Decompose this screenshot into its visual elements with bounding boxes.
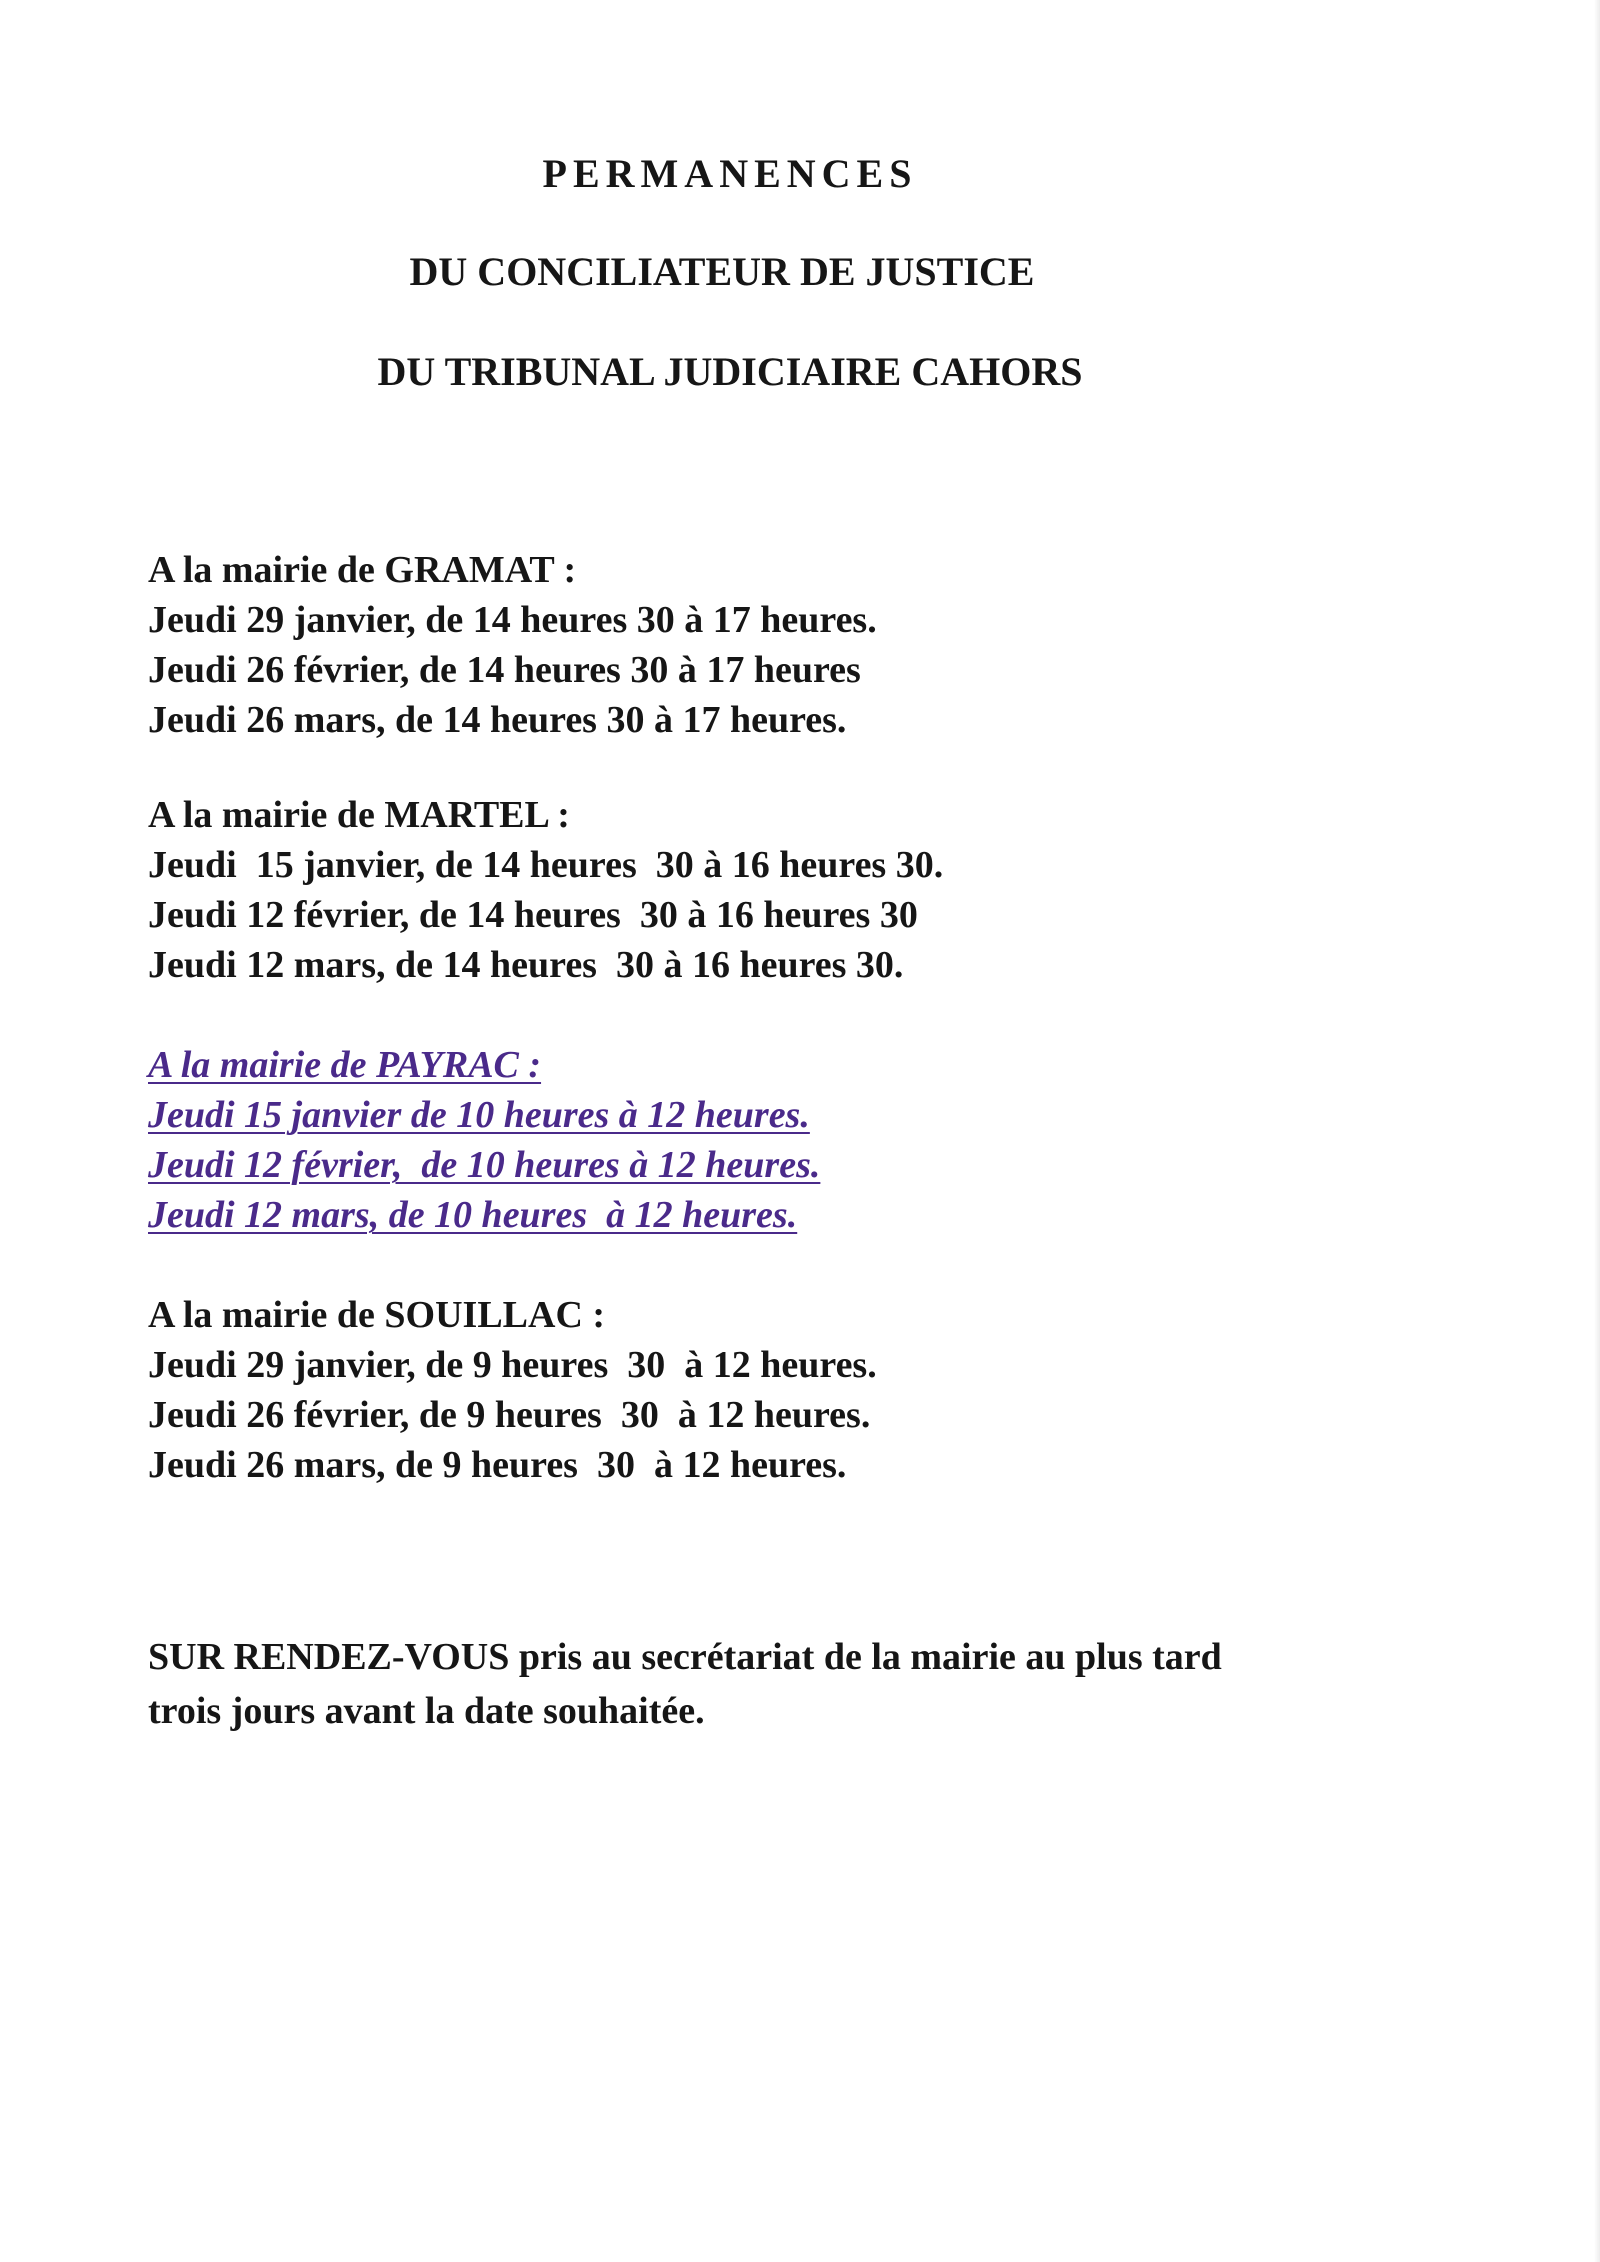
schedule-line: Jeudi 12 février, de 10 heures à 12 heures. (148, 1144, 821, 1186)
schedule-line: Jeudi 15 janvier, de 14 heures 30 à 16 heures 30. (148, 844, 944, 886)
notice-line: trois jours avant la date souhaitée. (148, 1690, 705, 1732)
schedule-line: Jeudi 26 mars, de 9 heures 30 à 12 heures. (148, 1444, 847, 1486)
appointment-notice (148, 1630, 1448, 1738)
schedule-line: Jeudi 12 mars, de 10 heures à 12 heures. (148, 1194, 798, 1236)
page-edge-shadow (1594, 0, 1600, 2262)
section-heading: A la mairie de MARTEL : (148, 794, 570, 836)
schedule-line: Jeudi 26 février, de 9 heures 30 à 12 heures. (148, 1394, 871, 1436)
schedule-line: Jeudi 29 janvier, de 9 heures 30 à 12 heures. (148, 1344, 877, 1386)
section-gramat (148, 545, 1448, 745)
title-permanences: PERMANENCES (542, 151, 918, 196)
section-heading: A la mairie de GRAMAT : (148, 549, 577, 591)
schedule-line: Jeudi 26 mars, de 14 heures 30 à 17 heures. (148, 699, 847, 741)
schedule-line: Jeudi 26 février, de 14 heures 30 à 17 heures (148, 649, 861, 691)
section-martel (148, 790, 1448, 990)
section-payrac (148, 1040, 1448, 1240)
notice-line: SUR RENDEZ-VOUS pris au secrétariat de la mairie au plus tard (148, 1636, 1222, 1678)
title-conciliateur: DU CONCILIATEUR DE JUSTICE (409, 249, 1035, 294)
schedule-line: Jeudi 29 janvier, de 14 heures 30 à 17 heures. (148, 599, 877, 641)
schedule-line: Jeudi 12 février, de 14 heures 30 à 16 heures 30 (148, 894, 918, 936)
section-souillac (148, 1290, 1448, 1490)
schedule-line: Jeudi 15 janvier de 10 heures à 12 heures. (148, 1094, 810, 1136)
section-heading: A la mairie de PAYRAC : (148, 1044, 542, 1086)
schedule-line: Jeudi 12 mars, de 14 heures 30 à 16 heures 30. (148, 944, 904, 986)
title-tribunal: DU TRIBUNAL JUDICIAIRE CAHORS (377, 349, 1083, 394)
section-heading: A la mairie de SOUILLAC : (148, 1294, 606, 1336)
